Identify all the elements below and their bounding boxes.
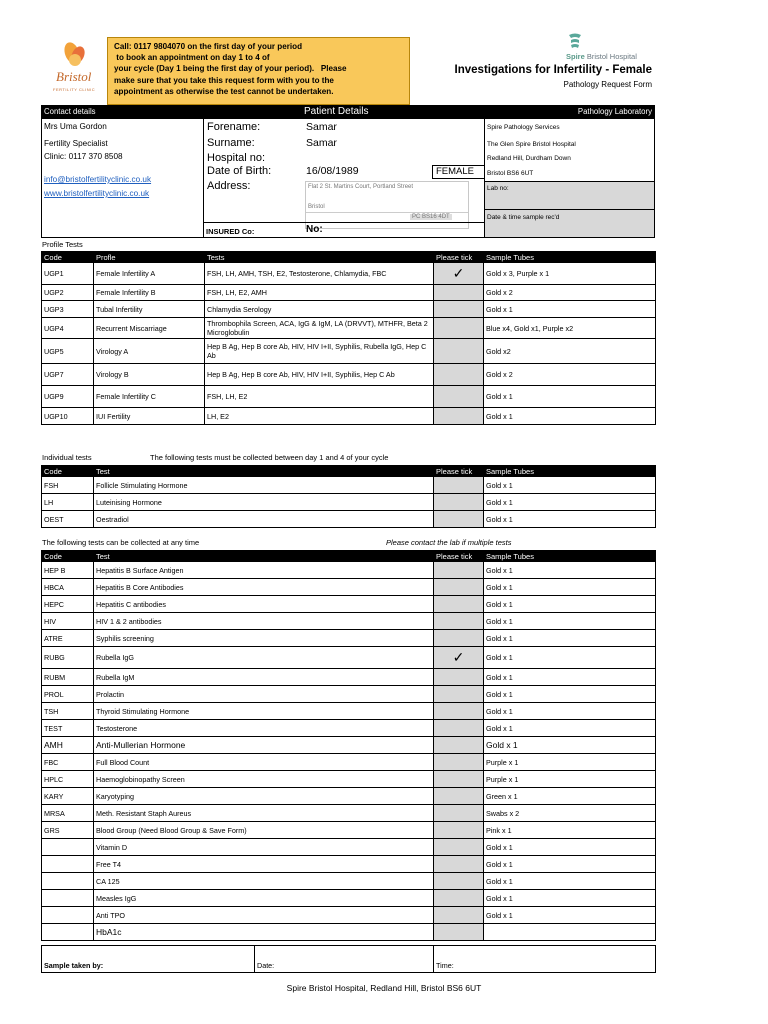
table-row: [42, 630, 656, 647]
tubes-cell: Gold x 1: [484, 408, 656, 425]
table-row: [42, 924, 656, 941]
anytime-tests-table: [41, 550, 656, 941]
code-cell: RUBG: [42, 647, 94, 669]
col-tubes: Sample Tubes: [484, 252, 656, 263]
code-cell: RUBM: [42, 669, 94, 686]
tubes-cell: Gold x 1: [484, 579, 656, 596]
tests-cell: FSH, LH, E2: [205, 386, 434, 408]
profile-tests-table: [41, 251, 656, 425]
code-cell: [42, 924, 94, 941]
tests-cell: Chlamydia Serology: [205, 301, 434, 318]
test-cell: Anti-Mullerian Hormone: [94, 737, 434, 754]
tubes-cell: Gold x 1: [484, 630, 656, 647]
forename-value[interactable]: Samar: [306, 121, 337, 133]
table-row: [42, 562, 656, 579]
code-cell: TSH: [42, 703, 94, 720]
tubes-cell: [484, 924, 656, 941]
lab-line-4: Bristol BS6 6UT: [487, 170, 534, 177]
tick-cell[interactable]: [434, 339, 484, 364]
sample-taken-by-label: Sample taken by:: [44, 961, 104, 970]
code-cell: HEP B: [42, 562, 94, 579]
tick-cell[interactable]: [434, 562, 484, 579]
table-row: [42, 301, 656, 318]
test-cell: Anti TPO: [94, 907, 434, 924]
tick-cell[interactable]: [434, 720, 484, 737]
tick-cell[interactable]: [434, 873, 484, 890]
forename-label: Forename:: [207, 121, 261, 133]
table-row: [42, 364, 656, 386]
signoff-time-field[interactable]: [434, 946, 656, 973]
tick-cell[interactable]: [434, 613, 484, 630]
email-link[interactable]: info@bristolfertilityclinic.co.uk: [44, 175, 152, 184]
laboratory-panel: [484, 119, 654, 237]
tick-cell[interactable]: [434, 301, 484, 318]
tests-cell: LH, E2: [205, 408, 434, 425]
code-cell: UGP1: [42, 263, 94, 285]
tubes-cell: Gold x 1: [484, 856, 656, 873]
test-cell: Measles IgG: [94, 890, 434, 907]
test-cell: Syphilis screening: [94, 630, 434, 647]
tubes-cell: Gold x 1: [484, 669, 656, 686]
profile-section-label: Profile Tests: [42, 240, 83, 249]
col-tick: Please tick: [434, 252, 484, 263]
anytime-header-row: [42, 551, 656, 562]
col-code: Code: [42, 466, 94, 477]
individual-header-row: [42, 466, 656, 477]
tick-cell[interactable]: [434, 630, 484, 647]
address-line: Flat 2 St. Martins Court, Portland Street: [308, 184, 414, 190]
tick-cell[interactable]: [434, 669, 484, 686]
table-row: [42, 805, 656, 822]
test-cell: Free T4: [94, 856, 434, 873]
contact-details-heading: Contact details: [44, 107, 96, 116]
signoff-time-label: Time:: [436, 961, 454, 970]
individual-section-label: Individual tests: [42, 453, 92, 462]
callout-line: to book an appointment on day 1 to 4 of: [114, 53, 270, 63]
code-cell: UGP10: [42, 408, 94, 425]
col-test: Test: [94, 551, 434, 562]
tick-cell[interactable]: ✓: [434, 647, 484, 669]
col-tubes: Sample Tubes: [484, 551, 656, 562]
table-row: [42, 613, 656, 630]
test-cell: Hepatitis C antibodies: [94, 596, 434, 613]
callout-line: appointment as otherwise the test cannot be undertaken.: [114, 86, 334, 96]
tick-cell[interactable]: [434, 596, 484, 613]
tests-cell: Hep B Ag, Hep B core Ab, HIV, HIV I+II, Syphilis, Hep C Ab: [205, 364, 434, 386]
code-cell: PROL: [42, 686, 94, 703]
tubes-cell: Gold x2: [484, 339, 656, 364]
table-row: [42, 737, 656, 754]
code-cell: UGP3: [42, 301, 94, 318]
tubes-cell: Gold x 1: [484, 494, 656, 511]
profile-cell: Female Infertility C: [94, 386, 205, 408]
code-cell: HEPC: [42, 596, 94, 613]
test-cell: Hepatitis B Surface Antigen: [94, 562, 434, 579]
profile-cell: Female Infertility A: [94, 263, 205, 285]
code-cell: [42, 890, 94, 907]
individual-tests-table: [41, 465, 656, 528]
tick-cell[interactable]: [434, 477, 484, 494]
tick-cell[interactable]: [434, 805, 484, 822]
test-cell: Luteinising Hormone: [94, 494, 434, 511]
appointment-callout: [107, 37, 410, 105]
table-row: [42, 647, 656, 669]
table-row: [42, 596, 656, 613]
patient-fields: [204, 119, 484, 237]
tubes-cell: Gold x 1: [484, 386, 656, 408]
callout-line: make sure that you take this request form with you to the: [114, 75, 334, 85]
code-cell: UGP4: [42, 318, 94, 339]
tick-cell[interactable]: [434, 386, 484, 408]
tests-cell: Hep B Ag, Hep B core Ab, HIV, HIV I+II, Syphilis, Rubella IgG, Hep C Ab: [205, 339, 434, 364]
tubes-cell: Pink x 1: [484, 822, 656, 839]
tubes-cell: Gold x 1: [484, 890, 656, 907]
insured-no-label: No:: [306, 224, 323, 235]
col-tubes: Sample Tubes: [484, 466, 656, 477]
table-row: [42, 511, 656, 528]
tubes-cell: Blue x4, Gold x1, Purple x2: [484, 318, 656, 339]
tubes-cell: Gold x 3, Purple x 1: [484, 263, 656, 285]
profile-cell: Tubal Infertility: [94, 301, 205, 318]
contact-phone: Clinic: 0117 370 8508: [44, 152, 123, 161]
hospital-brand-name: Bristol Hospital: [586, 52, 637, 61]
clinic-logo-sub: FERTILITY CLINIC: [53, 87, 96, 92]
hospital-no-label: Hospital no:: [207, 152, 266, 164]
tubes-cell: Purple x 1: [484, 771, 656, 788]
patient-details-heading: Patient Details: [304, 106, 369, 117]
tubes-cell: Gold x 1: [484, 562, 656, 579]
lab-line-1: Spire Pathology Services: [487, 124, 560, 131]
code-cell: FBC: [42, 754, 94, 771]
col-tests: Tests: [205, 252, 434, 263]
code-cell: [42, 873, 94, 890]
postcode-label: PC: [412, 214, 421, 220]
code-cell: HPLC: [42, 771, 94, 788]
tick-cell[interactable]: [434, 408, 484, 425]
tubes-cell: Gold x 1: [484, 596, 656, 613]
dob-value[interactable]: 16/08/1989: [306, 165, 359, 177]
spire-logo-icon: [566, 33, 584, 49]
tubes-cell: Gold x 1: [484, 873, 656, 890]
code-cell: ATRE: [42, 630, 94, 647]
table-row: [42, 386, 656, 408]
clinic-logo-name: Bristol: [56, 69, 92, 84]
dob-label: Date of Birth:: [207, 165, 272, 177]
website-link[interactable]: www.bristolfertilityclinic.co.uk: [44, 189, 150, 198]
date-received-field[interactable]: Date & time sample rec'd: [485, 209, 654, 237]
tests-cell: FSH, LH, AMH, TSH, E2, Testosterone, Chlamydia, FBC: [205, 263, 434, 285]
col-profile: Profle: [94, 252, 205, 263]
callout-line: Call: 0117 9804070 on the first day of your period: [114, 42, 303, 51]
tick-cell[interactable]: [434, 839, 484, 856]
tubes-cell: Gold x 1: [484, 839, 656, 856]
signoff-table: [41, 945, 656, 973]
tick-cell[interactable]: [434, 856, 484, 873]
tick-cell[interactable]: [434, 754, 484, 771]
form-title: Investigations for Infertility - Female: [454, 64, 652, 76]
flower-icon: [42, 38, 108, 72]
table-row: [42, 703, 656, 720]
test-cell: HIV 1 & 2 antibodies: [94, 613, 434, 630]
code-cell: UGP5: [42, 339, 94, 364]
patient-details-panel: [41, 105, 655, 238]
test-cell: Thyroid Stimulating Hormone: [94, 703, 434, 720]
surname-label: Surname:: [207, 137, 255, 149]
address-city: Bristol: [308, 204, 325, 210]
test-cell: Karyotyping: [94, 788, 434, 805]
tick-cell[interactable]: [434, 788, 484, 805]
table-row: [42, 890, 656, 907]
test-cell: Blood Group (Need Blood Group & Save Form): [94, 822, 434, 839]
col-code: Code: [42, 252, 94, 263]
tick-cell[interactable]: [434, 364, 484, 386]
patient-details-bar: [42, 106, 654, 119]
test-cell: Haemoglobinopathy Screen: [94, 771, 434, 788]
tubes-cell: Gold x 1: [484, 907, 656, 924]
callout-line: your cycle (Day 1 being the first day of your period). Please: [114, 64, 347, 74]
tick-cell[interactable]: [434, 494, 484, 511]
code-cell: MRSA: [42, 805, 94, 822]
tubes-cell: Gold x 1: [484, 477, 656, 494]
insured-label: INSURED Co:: [206, 227, 255, 236]
tubes-cell: Gold x 1: [484, 511, 656, 528]
profile-cell: Female Infertility B: [94, 285, 205, 301]
tubes-cell: Gold x 1: [484, 301, 656, 318]
table-row: [42, 873, 656, 890]
tubes-cell: Gold x 1: [484, 613, 656, 630]
address-label: Address:: [207, 180, 251, 192]
test-cell: Rubella IgG: [94, 647, 434, 669]
table-row: [42, 579, 656, 596]
tick-cell[interactable]: ✓: [434, 263, 484, 285]
table-row: [42, 907, 656, 924]
tick-cell[interactable]: [434, 318, 484, 339]
code-cell: [42, 907, 94, 924]
col-tick: Please tick: [434, 551, 484, 562]
table-row: [42, 285, 656, 301]
individual-note: The following tests must be collected between day 1 and 4 of your cycle: [150, 453, 389, 462]
profile-cell: Virology A: [94, 339, 205, 364]
code-cell: HIV: [42, 613, 94, 630]
code-cell: HBCA: [42, 579, 94, 596]
table-row: [42, 494, 656, 511]
test-cell: Testosterone: [94, 720, 434, 737]
surname-value[interactable]: Samar: [306, 137, 337, 149]
table-row: [42, 839, 656, 856]
tick-cell[interactable]: [434, 686, 484, 703]
table-row: [42, 822, 656, 839]
table-row: [42, 771, 656, 788]
tubes-cell: Gold x 1: [484, 703, 656, 720]
code-cell: UGP9: [42, 386, 94, 408]
postcode-value: BS16 4DT: [422, 214, 450, 220]
tubes-cell: Swabs x 2: [484, 805, 656, 822]
code-cell: GRS: [42, 822, 94, 839]
tick-cell[interactable]: [434, 822, 484, 839]
table-row: [42, 788, 656, 805]
test-cell: Oestradiol: [94, 511, 434, 528]
code-cell: [42, 839, 94, 856]
pathology-lab-heading: Pathology Laboratory: [577, 107, 652, 116]
anytime-section-label: The following tests can be collected at any time: [42, 538, 200, 547]
tick-cell[interactable]: [434, 907, 484, 924]
test-cell: Follicle Stimulating Hormone: [94, 477, 434, 494]
tubes-cell: Gold x 1: [484, 720, 656, 737]
sample-taken-by-field[interactable]: [42, 946, 255, 973]
lab-no-field[interactable]: Lab no:: [485, 181, 654, 209]
tubes-cell: Gold x 2: [484, 285, 656, 301]
code-cell: AMH: [42, 737, 94, 754]
tubes-cell: Purple x 1: [484, 754, 656, 771]
table-row: [42, 686, 656, 703]
test-cell: Vitamin D: [94, 839, 434, 856]
tubes-cell: Gold x 1: [484, 686, 656, 703]
tick-cell[interactable]: [434, 890, 484, 907]
page-footer: Spire Bristol Hospital, Redland Hill, Bristol BS6 6UT: [286, 983, 482, 993]
table-row: [42, 408, 656, 425]
tubes-cell: Green x 1: [484, 788, 656, 805]
tests-cell: Thrombophila Screen, ACA, IgG & IgM, LA (DRVVT), MTHFR, Beta 2 Microglobulin: [205, 318, 434, 339]
form-subtitle: Pathology Request Form: [563, 80, 652, 89]
tests-cell: FSH, LH, E2, AMH: [205, 285, 434, 301]
table-row: [42, 720, 656, 737]
anytime-note: Please contact the lab if multiple tests: [386, 538, 512, 547]
insured-row: [204, 222, 484, 237]
tick-cell[interactable]: [434, 924, 484, 941]
test-cell: Meth. Resistant Staph Aureus: [94, 805, 434, 822]
col-tick: Please tick: [434, 466, 484, 477]
tubes-cell: Gold x 1: [484, 737, 656, 754]
signoff-date-field[interactable]: [255, 946, 434, 973]
hospital-brand: [566, 52, 637, 61]
clinic-logo: [42, 38, 108, 100]
test-cell: HbA1c: [94, 924, 434, 941]
test-cell: Hepatitis B Core Antibodies: [94, 579, 434, 596]
tick-cell[interactable]: [434, 703, 484, 720]
code-cell: TEST: [42, 720, 94, 737]
profile-cell: Virology B: [94, 364, 205, 386]
test-cell: Prolactin: [94, 686, 434, 703]
lab-line-2: The Glen Spire Bristol Hospital: [487, 141, 576, 148]
tick-cell[interactable]: [434, 579, 484, 596]
code-cell: [42, 856, 94, 873]
table-row: [42, 339, 656, 364]
tubes-cell: Gold x 1: [484, 647, 656, 669]
table-row: [42, 318, 656, 339]
test-cell: Rubella IgM: [94, 669, 434, 686]
tick-cell[interactable]: [434, 285, 484, 301]
contact-name: Mrs Uma Gordon: [44, 122, 107, 131]
tick-cell[interactable]: [434, 737, 484, 754]
signoff-date-label: Date:: [257, 961, 275, 970]
code-cell: OEST: [42, 511, 94, 528]
tubes-cell: Gold x 2: [484, 364, 656, 386]
tick-cell[interactable]: [434, 511, 484, 528]
hospital-brand-spire: Spire: [566, 52, 585, 61]
table-row: [42, 856, 656, 873]
contact-role: Fertility Specialist: [44, 139, 108, 148]
profile-cell: IUI Fertility: [94, 408, 205, 425]
postcode-field: [410, 214, 452, 220]
code-cell: FSH: [42, 477, 94, 494]
tick-cell[interactable]: [434, 771, 484, 788]
profile-header-row: [42, 252, 656, 263]
table-row: [42, 754, 656, 771]
code-cell: KARY: [42, 788, 94, 805]
table-row: [42, 477, 656, 494]
sex-value: FEMALE: [432, 165, 484, 179]
col-code: Code: [42, 551, 94, 562]
test-cell: CA 125: [94, 873, 434, 890]
contact-details: [42, 119, 204, 237]
code-cell: UGP7: [42, 364, 94, 386]
table-row: [42, 263, 656, 285]
code-cell: LH: [42, 494, 94, 511]
lab-line-3: Redland Hill, Durdham Down: [487, 155, 571, 162]
col-test: Test: [94, 466, 434, 477]
table-row: [42, 669, 656, 686]
profile-cell: Recurrent Miscarriage: [94, 318, 205, 339]
test-cell: Full Blood Count: [94, 754, 434, 771]
code-cell: UGP2: [42, 285, 94, 301]
